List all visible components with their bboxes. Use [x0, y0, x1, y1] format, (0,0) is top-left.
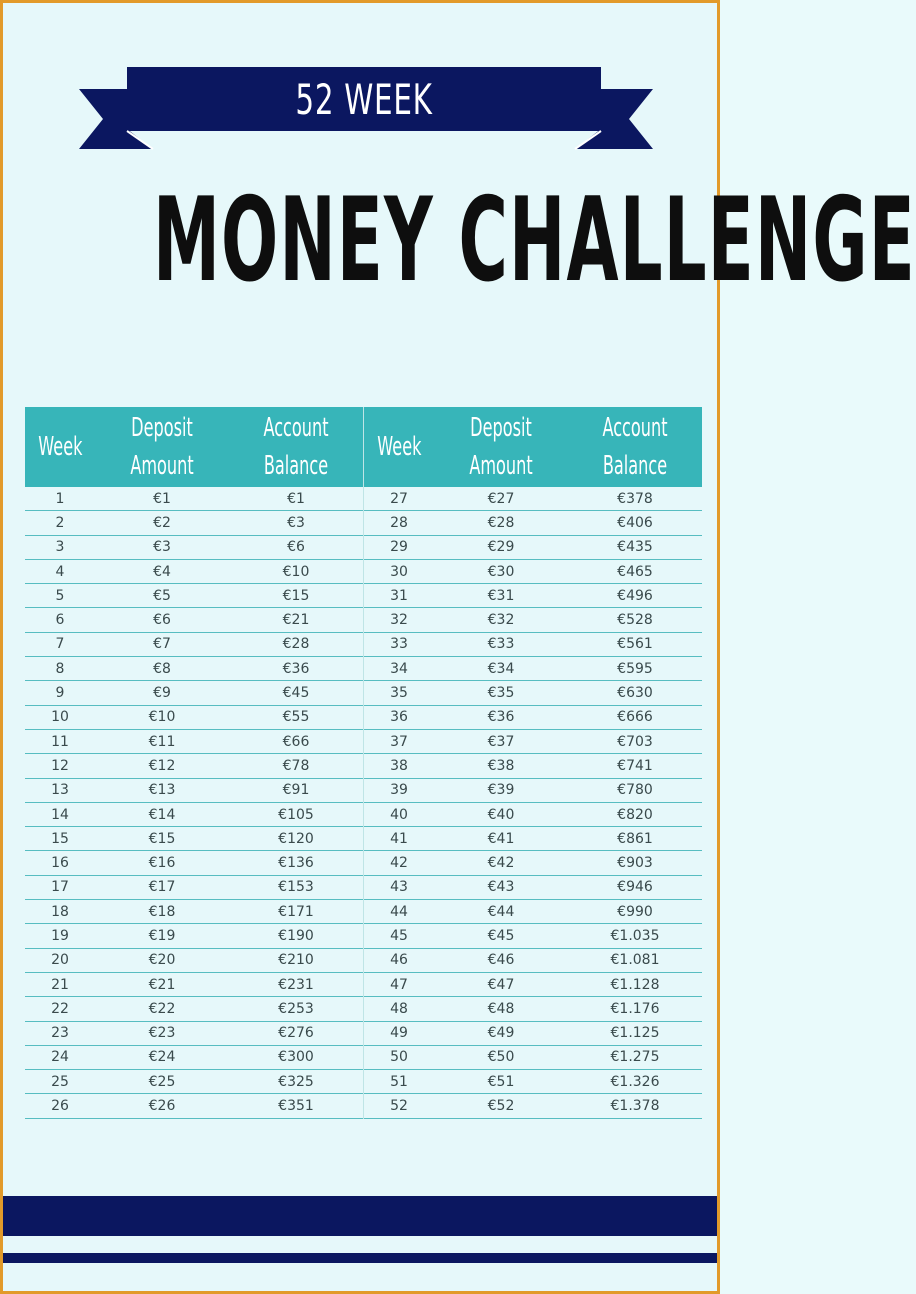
balance-cell: €595 — [617, 660, 653, 677]
week-cell: 8 — [55, 660, 65, 677]
week-cell: 3 — [55, 539, 65, 556]
week-cell: 45 — [390, 927, 408, 944]
balance-cell: €666 — [617, 709, 653, 726]
week-cell: 12 — [51, 757, 69, 774]
balance-cell: €1.275 — [610, 1049, 660, 1066]
table-row — [25, 487, 363, 511]
table-row — [25, 1046, 363, 1070]
table-row — [25, 560, 363, 584]
deposit-cell: €27 — [487, 490, 515, 507]
balance-cell: €55 — [282, 709, 310, 726]
week-cell: 11 — [51, 733, 69, 750]
table-row — [25, 997, 363, 1021]
deposit-cell: €9 — [153, 685, 171, 702]
balance-cell: €325 — [278, 1073, 314, 1090]
balance-cell: €1.176 — [610, 1000, 660, 1017]
week-cell: 5 — [55, 587, 65, 604]
balance-cell: €1.081 — [610, 952, 660, 969]
table-row — [25, 803, 363, 827]
balance-cell: €6 — [287, 539, 305, 556]
balance-cell: €210 — [278, 952, 314, 969]
balance-cell: €465 — [617, 563, 653, 580]
balance-cell: €406 — [617, 514, 653, 531]
balance-cell: €120 — [278, 830, 314, 847]
header-balance-line1: Account — [602, 413, 668, 443]
week-cell: 4 — [55, 563, 65, 580]
table-half-left — [25, 407, 363, 1119]
week-cell: 47 — [390, 976, 408, 993]
balance-cell: €105 — [278, 806, 314, 823]
header-week: Week — [38, 432, 83, 462]
week-cell: 21 — [51, 976, 69, 993]
deposit-cell: €47 — [487, 976, 515, 993]
table-row — [364, 1094, 702, 1118]
header-balance — [254, 409, 337, 485]
balance-cell: €253 — [278, 1000, 314, 1017]
week-cell: 49 — [390, 1025, 408, 1042]
deposit-cell: €51 — [487, 1073, 515, 1090]
week-cell: 48 — [390, 1000, 408, 1017]
balance-cell: €946 — [617, 879, 653, 896]
week-cell: 14 — [51, 806, 69, 823]
week-cell: 33 — [390, 636, 408, 653]
balance-cell: €378 — [617, 490, 653, 507]
week-cell: 40 — [390, 806, 408, 823]
deposit-cell: €34 — [487, 660, 515, 677]
deposit-cell: €12 — [148, 757, 176, 774]
table-row — [25, 1094, 363, 1118]
deposit-cell: €31 — [487, 587, 515, 604]
deposit-cell: €13 — [148, 782, 176, 799]
footer-stripe-thick — [3, 1196, 717, 1236]
week-cell: 34 — [390, 660, 408, 677]
table-row — [364, 754, 702, 778]
balance-cell: €741 — [617, 757, 653, 774]
deposit-cell: €39 — [487, 782, 515, 799]
week-cell: 15 — [51, 830, 69, 847]
week-cell: 31 — [390, 587, 408, 604]
table-row — [364, 681, 702, 705]
table-row — [25, 851, 363, 875]
balance-cell: €496 — [617, 587, 653, 604]
week-cell: 16 — [51, 855, 69, 872]
week-cell: 51 — [390, 1073, 408, 1090]
table-row — [364, 973, 702, 997]
week-cell: 6 — [55, 612, 65, 629]
header-balance-line1: Account — [263, 413, 329, 443]
balance-cell: €561 — [617, 636, 653, 653]
balance-cell: €45 — [282, 685, 310, 702]
table-row — [25, 900, 363, 924]
balance-cell: €820 — [617, 806, 653, 823]
table-body-left — [25, 487, 363, 1119]
balance-cell: €435 — [617, 539, 653, 556]
deposit-cell: €22 — [148, 1000, 176, 1017]
deposit-cell: €36 — [487, 709, 515, 726]
deposit-cell: €21 — [148, 976, 176, 993]
table-row — [25, 608, 363, 632]
header-deposit-line1: Deposit — [470, 413, 532, 443]
deposit-cell: €33 — [487, 636, 515, 653]
deposit-cell: €7 — [153, 636, 171, 653]
table-row — [364, 706, 702, 730]
week-cell: 17 — [51, 879, 69, 896]
table-row — [25, 754, 363, 778]
table-row — [364, 803, 702, 827]
table-row — [25, 827, 363, 851]
balance-cell: €990 — [617, 903, 653, 920]
page-title: MONEY CHALLENGE — [152, 173, 916, 308]
table-row — [364, 487, 702, 511]
table-row — [364, 924, 702, 948]
header-balance-line2: Balance — [263, 451, 329, 481]
week-cell: 32 — [390, 612, 408, 629]
balance-cell: €171 — [278, 903, 314, 920]
header-deposit-line2: Amount — [469, 451, 533, 481]
balance-cell: €190 — [278, 927, 314, 944]
week-cell: 39 — [390, 782, 408, 799]
deposit-cell: €10 — [148, 709, 176, 726]
header-deposit — [120, 409, 203, 485]
table-row — [364, 900, 702, 924]
table-row — [364, 730, 702, 754]
deposit-cell: €46 — [487, 952, 515, 969]
week-cell: 13 — [51, 782, 69, 799]
balance-cell: €1.035 — [610, 927, 660, 944]
header-deposit-line2: Amount — [130, 451, 194, 481]
week-cell: 50 — [390, 1049, 408, 1066]
deposit-cell: €44 — [487, 903, 515, 920]
table-row — [25, 924, 363, 948]
deposit-cell: €25 — [148, 1073, 176, 1090]
balance-cell: €780 — [617, 782, 653, 799]
week-cell: 24 — [51, 1049, 69, 1066]
header-deposit — [459, 409, 542, 485]
week-cell: 9 — [55, 685, 65, 702]
balance-cell: €903 — [617, 855, 653, 872]
deposit-cell: €19 — [148, 927, 176, 944]
table-row — [25, 511, 363, 535]
table-row — [364, 511, 702, 535]
week-cell: 7 — [55, 636, 65, 653]
balance-cell: €136 — [278, 855, 314, 872]
week-cell: 35 — [390, 685, 408, 702]
balance-cell: €1.378 — [610, 1098, 660, 1115]
balance-cell: €1.326 — [610, 1073, 660, 1090]
table-row — [364, 584, 702, 608]
week-cell: 26 — [51, 1098, 69, 1115]
title-banner — [3, 3, 717, 163]
deposit-cell: €52 — [487, 1098, 515, 1115]
week-cell: 28 — [390, 514, 408, 531]
header-balance-line2: Balance — [602, 451, 668, 481]
header-deposit-line1: Deposit — [131, 413, 193, 443]
deposit-cell: €38 — [487, 757, 515, 774]
week-cell: 36 — [390, 709, 408, 726]
table-row — [25, 730, 363, 754]
header-week: Week — [377, 432, 422, 462]
balance-cell: €153 — [278, 879, 314, 896]
week-cell: 18 — [51, 903, 69, 920]
week-cell: 38 — [390, 757, 408, 774]
table-row — [25, 584, 363, 608]
week-cell: 10 — [51, 709, 69, 726]
deposit-cell: €11 — [148, 733, 176, 750]
deposit-cell: €43 — [487, 879, 515, 896]
table-row — [25, 681, 363, 705]
deposit-cell: €49 — [487, 1025, 515, 1042]
table-row — [364, 1022, 702, 1046]
balance-cell: €528 — [617, 612, 653, 629]
deposit-cell: €32 — [487, 612, 515, 629]
table-row — [25, 876, 363, 900]
deposit-cell: €29 — [487, 539, 515, 556]
table-row — [364, 1070, 702, 1094]
deposit-cell: €30 — [487, 563, 515, 580]
week-cell: 41 — [390, 830, 408, 847]
table-row — [364, 779, 702, 803]
balance-cell: €300 — [278, 1049, 314, 1066]
week-cell: 30 — [390, 563, 408, 580]
balance-cell: €1.125 — [610, 1025, 660, 1042]
deposit-cell: €15 — [148, 830, 176, 847]
table-half-right — [363, 407, 702, 1119]
deposit-cell: €18 — [148, 903, 176, 920]
balance-cell: €1.128 — [610, 976, 660, 993]
deposit-cell: €6 — [153, 612, 171, 629]
table-row — [364, 657, 702, 681]
week-cell: 22 — [51, 1000, 69, 1017]
table-row — [364, 633, 702, 657]
balance-cell: €3 — [287, 514, 305, 531]
deposit-cell: €40 — [487, 806, 515, 823]
table-row — [364, 876, 702, 900]
balance-cell: €703 — [617, 733, 653, 750]
table-row — [25, 779, 363, 803]
table-row — [364, 997, 702, 1021]
table-row — [364, 827, 702, 851]
week-cell: 23 — [51, 1025, 69, 1042]
deposit-cell: €42 — [487, 855, 515, 872]
table-row — [25, 706, 363, 730]
balance-cell: €36 — [282, 660, 310, 677]
week-cell: 2 — [55, 514, 65, 531]
table-row — [364, 1046, 702, 1070]
balance-cell: €78 — [282, 757, 310, 774]
balance-cell: €15 — [282, 587, 310, 604]
deposit-cell: €28 — [487, 514, 515, 531]
table-body-right — [364, 487, 702, 1119]
table-row — [25, 633, 363, 657]
week-cell: 27 — [390, 490, 408, 507]
balance-cell: €231 — [278, 976, 314, 993]
week-cell: 25 — [51, 1073, 69, 1090]
deposit-cell: €1 — [153, 490, 171, 507]
balance-cell: €276 — [278, 1025, 314, 1042]
balance-cell: €861 — [617, 830, 653, 847]
table-header — [364, 407, 702, 487]
deposit-cell: €41 — [487, 830, 515, 847]
footer-stripe-thin — [3, 1253, 717, 1263]
balance-cell: €351 — [278, 1098, 314, 1115]
week-cell: 52 — [390, 1098, 408, 1115]
banner-text: 52 WEEK — [295, 74, 433, 124]
balance-cell: €630 — [617, 685, 653, 702]
deposit-cell: €35 — [487, 685, 515, 702]
balance-cell: €1 — [287, 490, 305, 507]
table-row — [25, 1070, 363, 1094]
table-row — [364, 851, 702, 875]
deposit-cell: €2 — [153, 514, 171, 531]
deposit-cell: €3 — [153, 539, 171, 556]
week-cell: 43 — [390, 879, 408, 896]
deposit-cell: €48 — [487, 1000, 515, 1017]
deposit-cell: €16 — [148, 855, 176, 872]
balance-cell: €66 — [282, 733, 310, 750]
week-cell: 1 — [55, 490, 65, 507]
deposit-cell: €4 — [153, 563, 171, 580]
balance-cell: €10 — [282, 563, 310, 580]
deposit-cell: €14 — [148, 806, 176, 823]
deposit-cell: €23 — [148, 1025, 176, 1042]
table-row — [25, 973, 363, 997]
balance-cell: €91 — [282, 782, 310, 799]
table-row — [25, 949, 363, 973]
deposit-cell: €50 — [487, 1049, 515, 1066]
deposit-cell: €8 — [153, 660, 171, 677]
deposit-cell: €5 — [153, 587, 171, 604]
balance-cell: €28 — [282, 636, 310, 653]
week-cell: 46 — [390, 952, 408, 969]
deposit-cell: €20 — [148, 952, 176, 969]
week-cell: 37 — [390, 733, 408, 750]
table-header — [25, 407, 363, 487]
table-row — [364, 949, 702, 973]
week-cell: 29 — [390, 539, 408, 556]
week-cell: 20 — [51, 952, 69, 969]
week-cell: 42 — [390, 855, 408, 872]
balance-cell: €21 — [282, 612, 310, 629]
deposit-cell: €37 — [487, 733, 515, 750]
deposit-cell: €17 — [148, 879, 176, 896]
table-row — [364, 536, 702, 560]
table-row — [25, 657, 363, 681]
week-cell: 44 — [390, 903, 408, 920]
table-row — [25, 536, 363, 560]
deposit-cell: €26 — [148, 1098, 176, 1115]
table-row — [25, 1022, 363, 1046]
deposit-cell: €45 — [487, 927, 515, 944]
header-balance — [593, 409, 676, 485]
deposit-cell: €24 — [148, 1049, 176, 1066]
table-row — [364, 608, 702, 632]
table-row — [364, 560, 702, 584]
week-cell: 19 — [51, 927, 69, 944]
